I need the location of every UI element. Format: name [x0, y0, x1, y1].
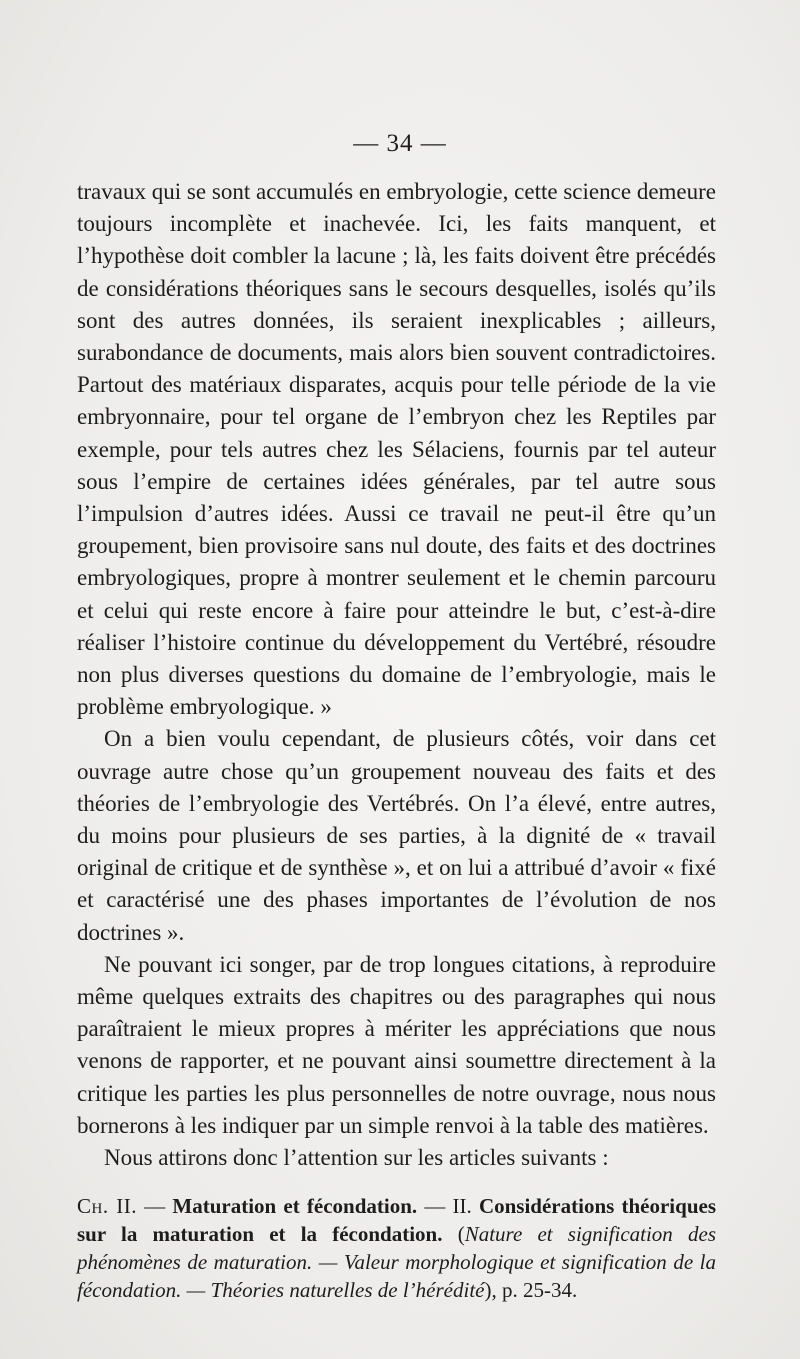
section-title: Maturation et fécondation.: [172, 1194, 418, 1219]
paragraph-4: Nous attirons donc l’attention sur les articles suivants :: [104, 1145, 609, 1171]
subsection-details: Nature et signification des phénomènes de maturation. — Valeur morphologique et signification de la fécondation. — Théories naturelles de l’hérédité: [77, 1222, 716, 1303]
dash-2: — II.: [417, 1194, 479, 1219]
toc-entry-chapter-2: [77, 1192, 716, 1304]
paragraph-3: Ne pouvant ici songer, par de trop longues citations, à reproduire même quelques extraits des chapitres ou des paragraphes qui nous paraîtraient le mieux propres à mériter les appréciations que nous venons de rapporter, et ne pouvant ainsi soumettre directement à la critique les parties les plus personnelles de notre ouvrage, nous nous bornerons à les indiquer par un simple renvoi à la table des matières.: [77, 951, 716, 1138]
page-number: — 34 —: [353, 130, 447, 157]
paragraph-2: On a bien voulu cependant, de plusieurs côtés, voir dans cet ouvrage autre chose qu’un groupement nouveau des faits et des théories de l’embryologie des Vertébrés. On l’a élevé, entre autres, du moins pour plusieurs de ses parties, à la dignité de « travail original de critique et de synthèse », et on lui a attribué d’avoir « fixé et caractérisé une des phases importantes de l’évolution de nos doctrines ».: [77, 726, 716, 945]
chapter-label: Ch. II.: [77, 1194, 138, 1219]
body-text: [77, 176, 716, 1304]
paragraph-1: travaux qui se sont accumulés en embryologie, cette science demeure toujours incomplète et inachevée. Ici, les faits manquent, et l’hypothèse doit combler la lacune ; là, les faits doivent être précédés de considérations théoriques sans le secours desquelles, isolés qu’ils sont des autres données, ils seraient inexplicables ; ailleurs, surabondance de documents, mais alors bien souvent contradictoires. Partout des matériaux disparates, acquis pour telle période de la vie embryonnaire, pour tel organe de l’embryon chez les Reptiles par exemple, pour tels autres chez les Sélaciens, fournis par tel auteur sous l’empire de certaines idées générales, par tel autre sous l’impulsion d’autres idées. Aussi ce travail ne peut-il être qu’un groupement, bien provisoire sans nul doute, des faits et des doctrines embryologiques, propre à montrer seulement et le chemin parcouru et celui qui reste encore à faire pour atteindre le but, c’est-à-dire réaliser l’histoire continue du développement du Vertébré, résoudre non plus diverses questions du domaine de l’embryologie, mais le problème embryologique. »: [77, 179, 716, 720]
page-reference: ), p. 25-34.: [484, 1278, 578, 1303]
subsection-title: Considérations théoriques sur la maturation et la fécondation.: [77, 1194, 716, 1247]
open-paren: (: [442, 1222, 465, 1247]
dash-1: —: [137, 1194, 173, 1219]
